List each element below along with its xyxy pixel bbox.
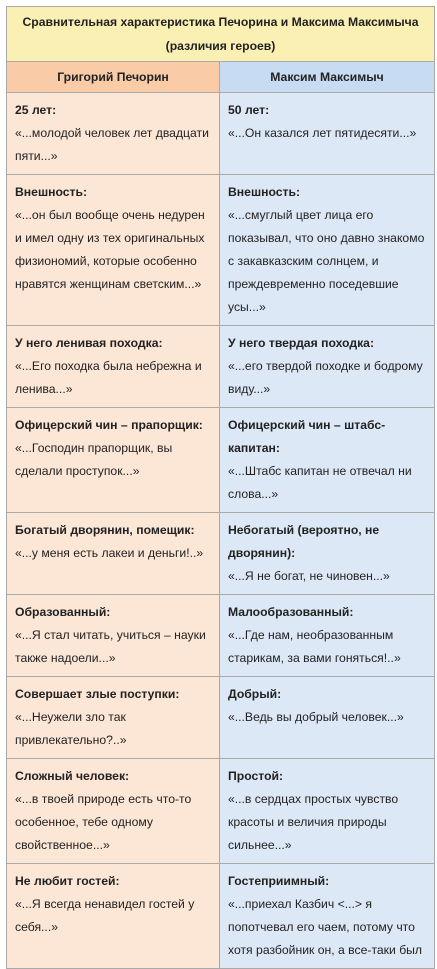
trait-quote: «...Я не богат, не чиновен...»	[228, 569, 390, 583]
trait-quote: «...молодой человек лет двадцати пяти...»	[15, 126, 209, 163]
table-row	[7, 677, 435, 759]
cell-pechorin	[7, 408, 220, 513]
trait-heading: У него ленивая походка:	[15, 336, 163, 350]
trait-heading: 25 лет:	[15, 103, 57, 117]
trait-heading: Офицерский чин – прапорщик:	[15, 418, 203, 432]
trait-quote: «...Ведь вы добрый человек...»	[228, 710, 404, 724]
trait-heading: Не любит гостей:	[15, 874, 120, 888]
table-title-line1: Сравнительная характеристика Печорина и Максима Максимыча	[22, 15, 419, 29]
trait-heading: Сложный человек:	[15, 769, 130, 783]
trait-quote: «...Он казался лет пятидесяти...»	[228, 126, 417, 140]
cell-pechorin	[7, 513, 220, 595]
cell-maksim	[220, 326, 435, 408]
table-row	[7, 595, 435, 677]
table-row	[7, 326, 435, 408]
trait-quote: «...Я всегда ненавидел гостей у себя...»	[15, 897, 195, 934]
trait-quote: «...он был вообще очень недурен и имел одну из тех оригинальных физиономий, которые особенно нравятся женщинам светским...»	[15, 208, 205, 291]
cell-maksim	[220, 513, 435, 595]
cell-pechorin	[7, 175, 220, 326]
cell-maksim	[220, 595, 435, 677]
trait-heading: Гостеприимный:	[228, 874, 330, 888]
table-row	[7, 93, 435, 175]
cell-pechorin	[7, 326, 220, 408]
trait-quote: «...Штабс капитан не отвечал ни слова...»	[228, 464, 412, 501]
trait-heading: Образованный:	[15, 605, 111, 619]
trait-heading: Добрый:	[228, 687, 282, 701]
cell-maksim	[220, 759, 435, 864]
trait-quote: «...смуглый цвет лица его показывал, что оно давно знакомо с закавказским солнцем, и преждевременно поседевшие усы...»	[228, 208, 425, 314]
cell-maksim	[220, 864, 435, 969]
trait-quote: «...в сердцах простых чувство красоты и величия природы сильнее...»	[228, 792, 399, 852]
comparison-table	[6, 6, 435, 969]
trait-quote: «...Господин прапорщик, вы сделали проступок...»	[15, 441, 173, 478]
trait-heading: Внешность:	[228, 185, 301, 199]
trait-heading: Внешность:	[15, 185, 88, 199]
cell-pechorin	[7, 595, 220, 677]
trait-quote: «...Его походка была небрежна и ленива...»	[15, 359, 202, 396]
title-row	[7, 7, 435, 62]
trait-heading: У него твердая походка:	[228, 336, 375, 350]
table-body	[7, 93, 435, 969]
trait-heading: 50 лет:	[228, 103, 270, 117]
column-header-pechorin: Григорий Печорин	[7, 62, 220, 93]
table-row	[7, 175, 435, 326]
cell-maksim	[220, 408, 435, 513]
table-row	[7, 408, 435, 513]
trait-heading: Офицерский чин – штабс-капитан:	[228, 418, 386, 455]
cell-pechorin	[7, 677, 220, 759]
table-row	[7, 864, 435, 969]
trait-quote: «...приехал Казбич <...> я попотчевал его чаем, потому что хотя разбойник он, а все-таки был	[228, 897, 423, 957]
trait-heading: Малообразованный:	[228, 605, 354, 619]
cell-maksim	[220, 677, 435, 759]
cell-maksim	[220, 175, 435, 326]
trait-quote: «...у меня есть лакеи и деньги!..»	[15, 546, 204, 560]
cell-pechorin	[7, 93, 220, 175]
cell-pechorin	[7, 759, 220, 864]
trait-heading: Богатый дворянин, помещик:	[15, 523, 195, 537]
trait-quote: «...в твоей природе есть что-то особенное, тебе одному свойственное...»	[15, 792, 192, 852]
trait-heading: Совершает злые поступки:	[15, 687, 180, 701]
trait-quote: «...Неужели зло так привлекательно?..»	[15, 710, 127, 747]
trait-quote: «...его твердой походке и бодрому виду...»	[228, 359, 423, 396]
column-header-maksim: Максим Максимыч	[220, 62, 435, 93]
trait-quote: «...Где нам, необразованным старикам, за вами гоняться!..»	[228, 628, 401, 665]
table-title	[7, 7, 435, 62]
trait-heading: Небогатый (вероятно, не дворянин):	[228, 523, 380, 560]
cell-maksim	[220, 93, 435, 175]
trait-quote: «...Я стал читать, учиться – науки также надоели...»	[15, 628, 206, 665]
trait-heading: Простой:	[228, 769, 284, 783]
header-row	[7, 62, 435, 93]
table-row	[7, 759, 435, 864]
table-row	[7, 513, 435, 595]
table-title-line2: (различия героев)	[165, 39, 276, 53]
cell-pechorin	[7, 864, 220, 969]
